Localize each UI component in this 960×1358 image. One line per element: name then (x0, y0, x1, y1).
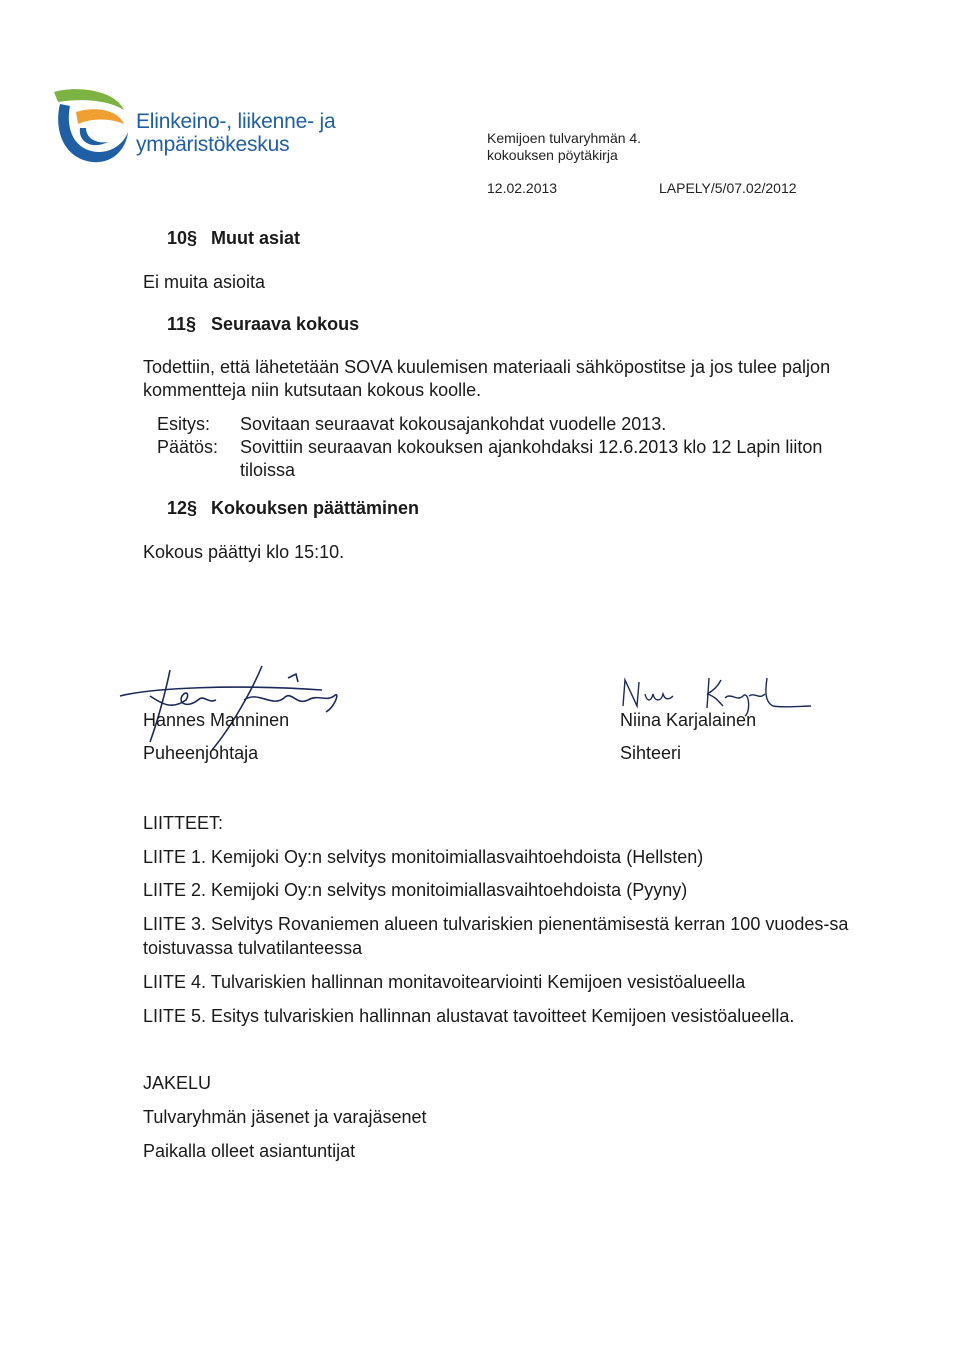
meta-line1: Kemijoen tulvaryhmän 4. (487, 130, 642, 146)
document-date: 12.02.2013 (487, 180, 558, 196)
proposal-label: Esitys: (157, 414, 211, 434)
chair-title: Puheenjohtaja (143, 743, 259, 763)
section-text-12: Kokous päättyi klo 15:10. (143, 542, 345, 562)
secretary-title: Sihteeri (620, 743, 682, 763)
attachment-item: LIITE 4. Tulvariskien hallinnan monitavoitearviointi Kemijoen vesistöalueella (143, 972, 746, 992)
section-number: 12§ (167, 498, 198, 518)
decision-label: Päätös: (157, 437, 219, 457)
section-number: 11§ (167, 314, 197, 334)
distribution-item: Paikalla olleet asiantuntijat (143, 1141, 356, 1161)
document-meta (487, 130, 641, 164)
attachment-item: LIITE 2. Kemijoki Oy:n selvitys monitoimiallasvaihtoehdoista (Pyyny) (143, 880, 688, 900)
section-title: Seuraava kokous (211, 314, 360, 334)
section-title: Kokouksen päättäminen (211, 498, 420, 518)
section-text-10: Ei muita asioita (143, 272, 266, 292)
meta-line2: kokouksen pöytäkirja (487, 147, 618, 163)
document-reference: LAPELY/5/07.02/2012 (659, 180, 797, 196)
org-name-line1: Elinkeino-, liikenne- ja (136, 110, 336, 133)
attachment-item: LIITE 3. Selvitys Rovaniemen alueen tulvariskien pienentämisestä kerran 100 vuodes-sa toistuvassa tulvatilanteessa (143, 914, 849, 958)
ely-logo (52, 88, 132, 164)
decision-text: Sovittiin seuraavan kokouksen ajankohdaksi 12.6.2013 klo 12 Lapin liiton tiloissa (240, 437, 823, 480)
attachment-item: LIITE 5. Esitys tulvariskien hallinnan alustavat tavoitteet Kemijoen vesistöalueella. (143, 1006, 795, 1026)
section-number: 10§ (167, 228, 198, 248)
section-text-11: Todettiin, että lähetetään SOVA kuulemisen materiaali sähköpostitse ja jos tulee paljon kommentteja niin kutsutaan kokous koolle. (143, 357, 831, 400)
attachments-heading: LIITTEET: (143, 813, 224, 833)
section-heading-11 (167, 314, 359, 335)
section-heading-10 (167, 228, 300, 249)
distribution-heading: JAKELU (143, 1073, 212, 1093)
chair-name: Hannes Manninen (143, 710, 290, 730)
section-title: Muut asiat (211, 228, 301, 248)
section-heading-12 (167, 498, 419, 519)
org-name-line2: ympäristökeskus (136, 133, 290, 156)
distribution-item: Tulvaryhmän jäsenet ja varajäsenet (143, 1107, 427, 1127)
organization-name (136, 110, 335, 156)
secretary-name: Niina Karjalainen (620, 710, 757, 730)
proposal-text: Sovitaan seuraavat kokousajankohdat vuodelle 2013. (240, 414, 667, 434)
attachment-item: LIITE 1. Kemijoki Oy:n selvitys monitoimiallasvaihtoehdoista (Hellsten) (143, 847, 704, 867)
